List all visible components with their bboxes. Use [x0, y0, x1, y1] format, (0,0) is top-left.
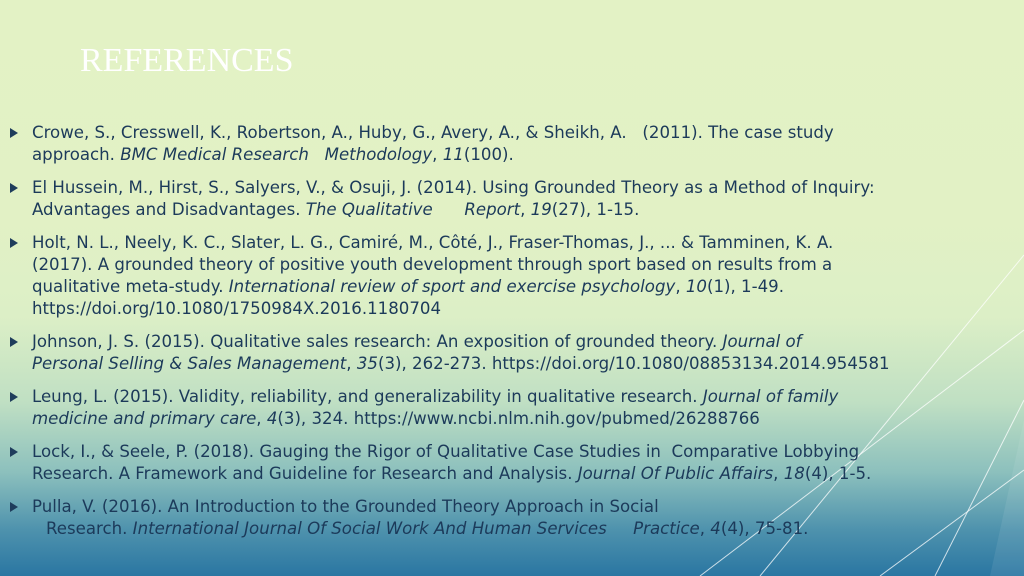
reference-line: [32, 463, 1007, 485]
reference-item: [32, 177, 1007, 221]
reference-line: [32, 496, 1007, 518]
reference-line: [32, 441, 1007, 463]
reference-item: [32, 496, 1007, 540]
reference-line: [32, 331, 1007, 353]
reference-italic-text: Journal Of Public Affairs: [577, 464, 774, 483]
bullet-icon: [10, 238, 18, 248]
reference-line: [32, 353, 1007, 375]
reference-line: [32, 177, 1007, 199]
reference-text: (1), 1-49.: [707, 277, 784, 296]
reference-text: ,: [675, 277, 686, 296]
reference-line: [32, 386, 1007, 408]
slide-title: REFERENCES: [80, 42, 294, 79]
reference-italic-text: 4: [710, 519, 721, 538]
reference-text: Johnson, J. S. (2015). Qualitative sales research: An exposition of grounded theory.: [32, 332, 723, 351]
reference-text: (4), 1-5.: [804, 464, 872, 483]
reference-text: ,: [256, 409, 267, 428]
bullet-icon: [10, 128, 18, 138]
bullet-icon: [10, 447, 18, 457]
reference-text: ,: [346, 354, 357, 373]
reference-italic-text: 19: [530, 200, 552, 219]
reference-text: (4), 75-81.: [720, 519, 809, 538]
reference-item: [32, 331, 1007, 375]
reference-line: [32, 408, 1007, 430]
reference-text: ,: [432, 145, 443, 164]
reference-text: ,: [699, 519, 711, 538]
reference-line: [32, 254, 1007, 276]
reference-line: [32, 518, 1007, 540]
reference-italic-text: 10: [685, 277, 707, 296]
reference-text: Holt, N. L., Neely, K. C., Slater, L. G., Camiré, M., Côté, J., Fraser-Thomas, J., ... & Tamminen, K. A.: [32, 233, 834, 252]
bullet-icon: [10, 183, 18, 193]
bullet-icon: [10, 502, 18, 512]
reference-item: [32, 232, 1007, 320]
reference-text: El Hussein, M., Hirst, S., Salyers, V., & Osuji, J. (2014). Using Grounded Theory as a Method of Inquiry:: [32, 178, 875, 197]
reference-text: ,: [773, 464, 784, 483]
reference-italic-text: Journal of: [722, 332, 802, 351]
reference-text: (27), 1-15.: [551, 200, 640, 219]
reference-text: (2017). A grounded theory of positive youth development through sport based on results from a: [32, 255, 833, 274]
reference-text: https://doi.org/10.1080/1750984X.2016.1180704: [32, 299, 442, 318]
reference-line: [32, 144, 1007, 166]
reference-item: [32, 122, 1007, 166]
reference-line: [32, 122, 1007, 144]
reference-text: approach.: [32, 145, 121, 164]
bullet-icon: [10, 392, 18, 402]
reference-text: Leung, L. (2015). Validity, reliability, and generalizability in qualitative research.: [32, 387, 703, 406]
reference-italic-text: International review of sport and exercise psychology: [228, 277, 676, 296]
reference-text: Pulla, V. (2016). An Introduction to the Grounded Theory Approach in Social: [32, 497, 659, 516]
reference-text: (100).: [463, 145, 514, 164]
reference-line: [32, 298, 1007, 320]
reference-text: (3), 262-273. https://doi.org/10.1080/08853134.2014.954581: [377, 354, 890, 373]
reference-text: (3), 324. https://www.ncbi.nlm.nih.gov/pubmed/26288766: [277, 409, 760, 428]
reference-italic-text: 18: [783, 464, 805, 483]
reference-italic-text: The Qualitative Report: [305, 200, 521, 219]
reference-text: qualitative meta-study.: [32, 277, 229, 296]
reference-text: Lock, I., & Seele, P. (2018). Gauging the Rigor of Qualitative Case Studies in Comparative Lobbying: [32, 442, 860, 461]
reference-italic-text: 35: [356, 354, 378, 373]
reference-italic-text: International Journal Of Social Work And Human Services Practice: [132, 519, 700, 538]
reference-italic-text: BMC Medical Research Methodology: [120, 145, 433, 164]
reference-italic-text: 11: [442, 145, 464, 164]
reference-line: [32, 199, 1007, 221]
bullet-icon: [10, 337, 18, 347]
reference-text: ,: [520, 200, 531, 219]
reference-text: Research. A Framework and Guideline for Research and Analysis.: [32, 464, 578, 483]
reference-italic-text: Journal of family: [702, 387, 839, 406]
reference-text: Crowe, S., Cresswell, K., Robertson, A., Huby, G., Avery, A., & Sheikh, A. (2011). The case study: [32, 123, 834, 142]
reference-item: [32, 386, 1007, 430]
reference-italic-text: 4: [266, 409, 278, 428]
reference-text: Advantages and Disadvantages.: [32, 200, 306, 219]
reference-item: [32, 441, 1007, 485]
reference-italic-text: medicine and primary care: [32, 409, 257, 428]
reference-italic-text: Personal Selling & Sales Management: [32, 354, 347, 373]
reference-line: [32, 232, 1007, 254]
reference-text: Research.: [46, 519, 133, 538]
reference-line: [32, 276, 1007, 298]
